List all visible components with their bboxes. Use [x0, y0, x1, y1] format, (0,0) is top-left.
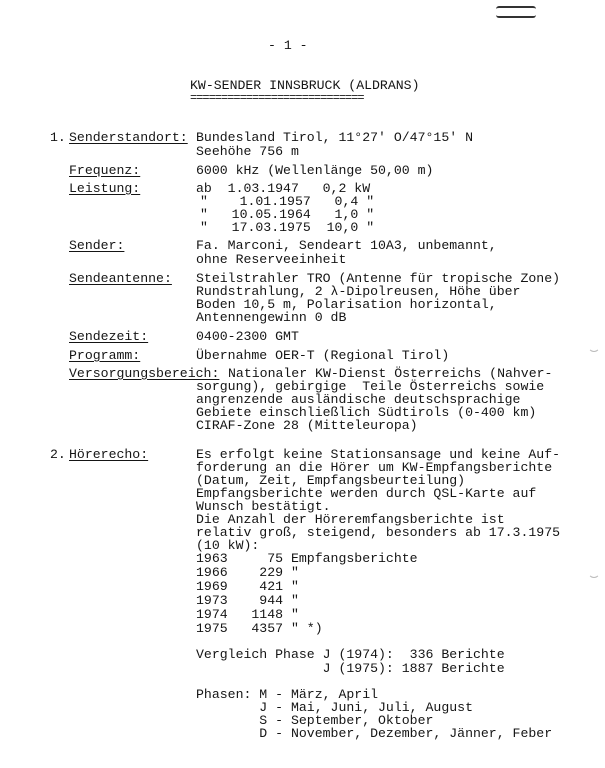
frequency-value: 6000 kHz (Wellenlänge 50,00 m): [196, 163, 434, 178]
antenna-line-3: Boden 10,5 m, Polarisation horizontal,: [196, 297, 497, 312]
antenna-line-2: Rundstrahlung, 2 λ-Dipolreusen, Höhe über: [196, 284, 521, 299]
sender-line-2: ohne Reserveeinheit: [196, 252, 347, 267]
antenna-line-1: Steilstrahler TRO (Antenne für tropische Zone): [196, 271, 561, 286]
listener-echo-label: Hörerecho:: [69, 447, 149, 462]
coverage-label: Versorgungsbereich:: [69, 366, 220, 381]
section-1-number: 1.: [50, 130, 66, 145]
location-line-2: Seehöhe 756 m: [196, 144, 299, 159]
airtime-label: Sendezeit:: [69, 329, 149, 344]
compare-line-2: J (1975): 1887 Berichte: [196, 661, 505, 676]
echo-line-6: Die Anzahl der Höreremfangsberichte ist: [196, 512, 505, 527]
corner-pen-mark: [496, 6, 536, 18]
program-value: Übernahme OER-T (Regional Tirol): [196, 348, 450, 363]
phases-line-1: Phasen: M - März, April: [196, 687, 379, 702]
phases-line-4: D - November, Dezember, Jänner, Feber: [196, 726, 553, 741]
power-row-3: " 10.05.1964 1,0 ": [200, 207, 375, 222]
echo-line-8: (10 kW):: [196, 538, 260, 553]
antenna-label: Sendeantenne:: [69, 271, 172, 286]
coverage-line-4: Gebiete einschließlich Südtirols (0-400 km): [196, 405, 537, 420]
antenna-line-4: Antennengewinn 0 dB: [196, 310, 347, 325]
phases-line-2: J - Mai, Juni, Juli, August: [196, 700, 473, 715]
location-label: Senderstandort:: [69, 130, 188, 145]
echo-line-7: relativ groß, steigend, besonders ab 17.3.1975: [196, 525, 561, 540]
power-row-2: " 1.01.1957 0,4 ": [200, 194, 375, 209]
section-2-number: 2.: [50, 447, 66, 462]
sender-label: Sender:: [69, 238, 125, 253]
power-label: Leistung:: [69, 181, 141, 196]
punch-hole-mark-2: [588, 566, 600, 578]
reports-row-1975: 1975 4357 " *): [196, 621, 323, 636]
airtime-value: 0400-2300 GMT: [196, 329, 299, 344]
reports-row-1973: 1973 944 ": [196, 593, 299, 608]
reports-row-1974: 1974 1148 ": [196, 607, 299, 622]
program-label: Programm:: [69, 348, 141, 363]
sender-line-1: Fa. Marconi, Sendeart 10A3, unbemannt,: [196, 238, 497, 253]
document-title: KW-SENDER INNSBRUCK (ALDRANS): [190, 78, 420, 93]
punch-hole-mark-1: [588, 340, 600, 352]
page-number: - 1 -: [268, 38, 308, 53]
coverage-line-1: Nationaler KW-Dienst Österreichs (Nahver-: [228, 366, 553, 381]
title-underline: ============================: [190, 91, 364, 105]
echo-line-3: (Datum, Zeit, Empfangsbeurteilung): [196, 473, 466, 488]
echo-line-2: forderung an die Hörer um KW-Empfangsberichte: [196, 460, 553, 475]
coverage-line-5: CIRAF-Zone 28 (Mitteleuropa): [196, 418, 418, 433]
coverage-line-2: sorgung), gebirgige Teile Österreichs sowie: [196, 379, 545, 394]
reports-row-1966: 1966 229 ": [196, 565, 299, 580]
power-row-1: ab 1.03.1947 0,2 kW: [196, 181, 371, 196]
coverage-line-3: angrenzende ausländische deutschsprachige: [196, 392, 521, 407]
location-line-1: Bundesland Tirol, 11°27' O/47°15' N: [196, 130, 473, 145]
compare-line-1: Vergleich Phase J (1974): 336 Berichte: [196, 647, 505, 662]
echo-line-1: Es erfolgt keine Stationsansage und keine Auf-: [196, 447, 561, 462]
echo-line-4: Empfangsberichte werden durch QSL-Karte auf: [196, 486, 537, 501]
echo-line-5: Wunsch bestätigt.: [196, 499, 331, 514]
power-row-4: " 17.03.1975 10,0 ": [200, 220, 375, 235]
reports-row-1963: 1963 75 Empfangsberichte: [196, 551, 418, 566]
frequency-label: Frequenz:: [69, 163, 141, 178]
reports-row-1969: 1969 421 ": [196, 579, 299, 594]
phases-line-3: S - September, Oktober: [196, 713, 434, 728]
